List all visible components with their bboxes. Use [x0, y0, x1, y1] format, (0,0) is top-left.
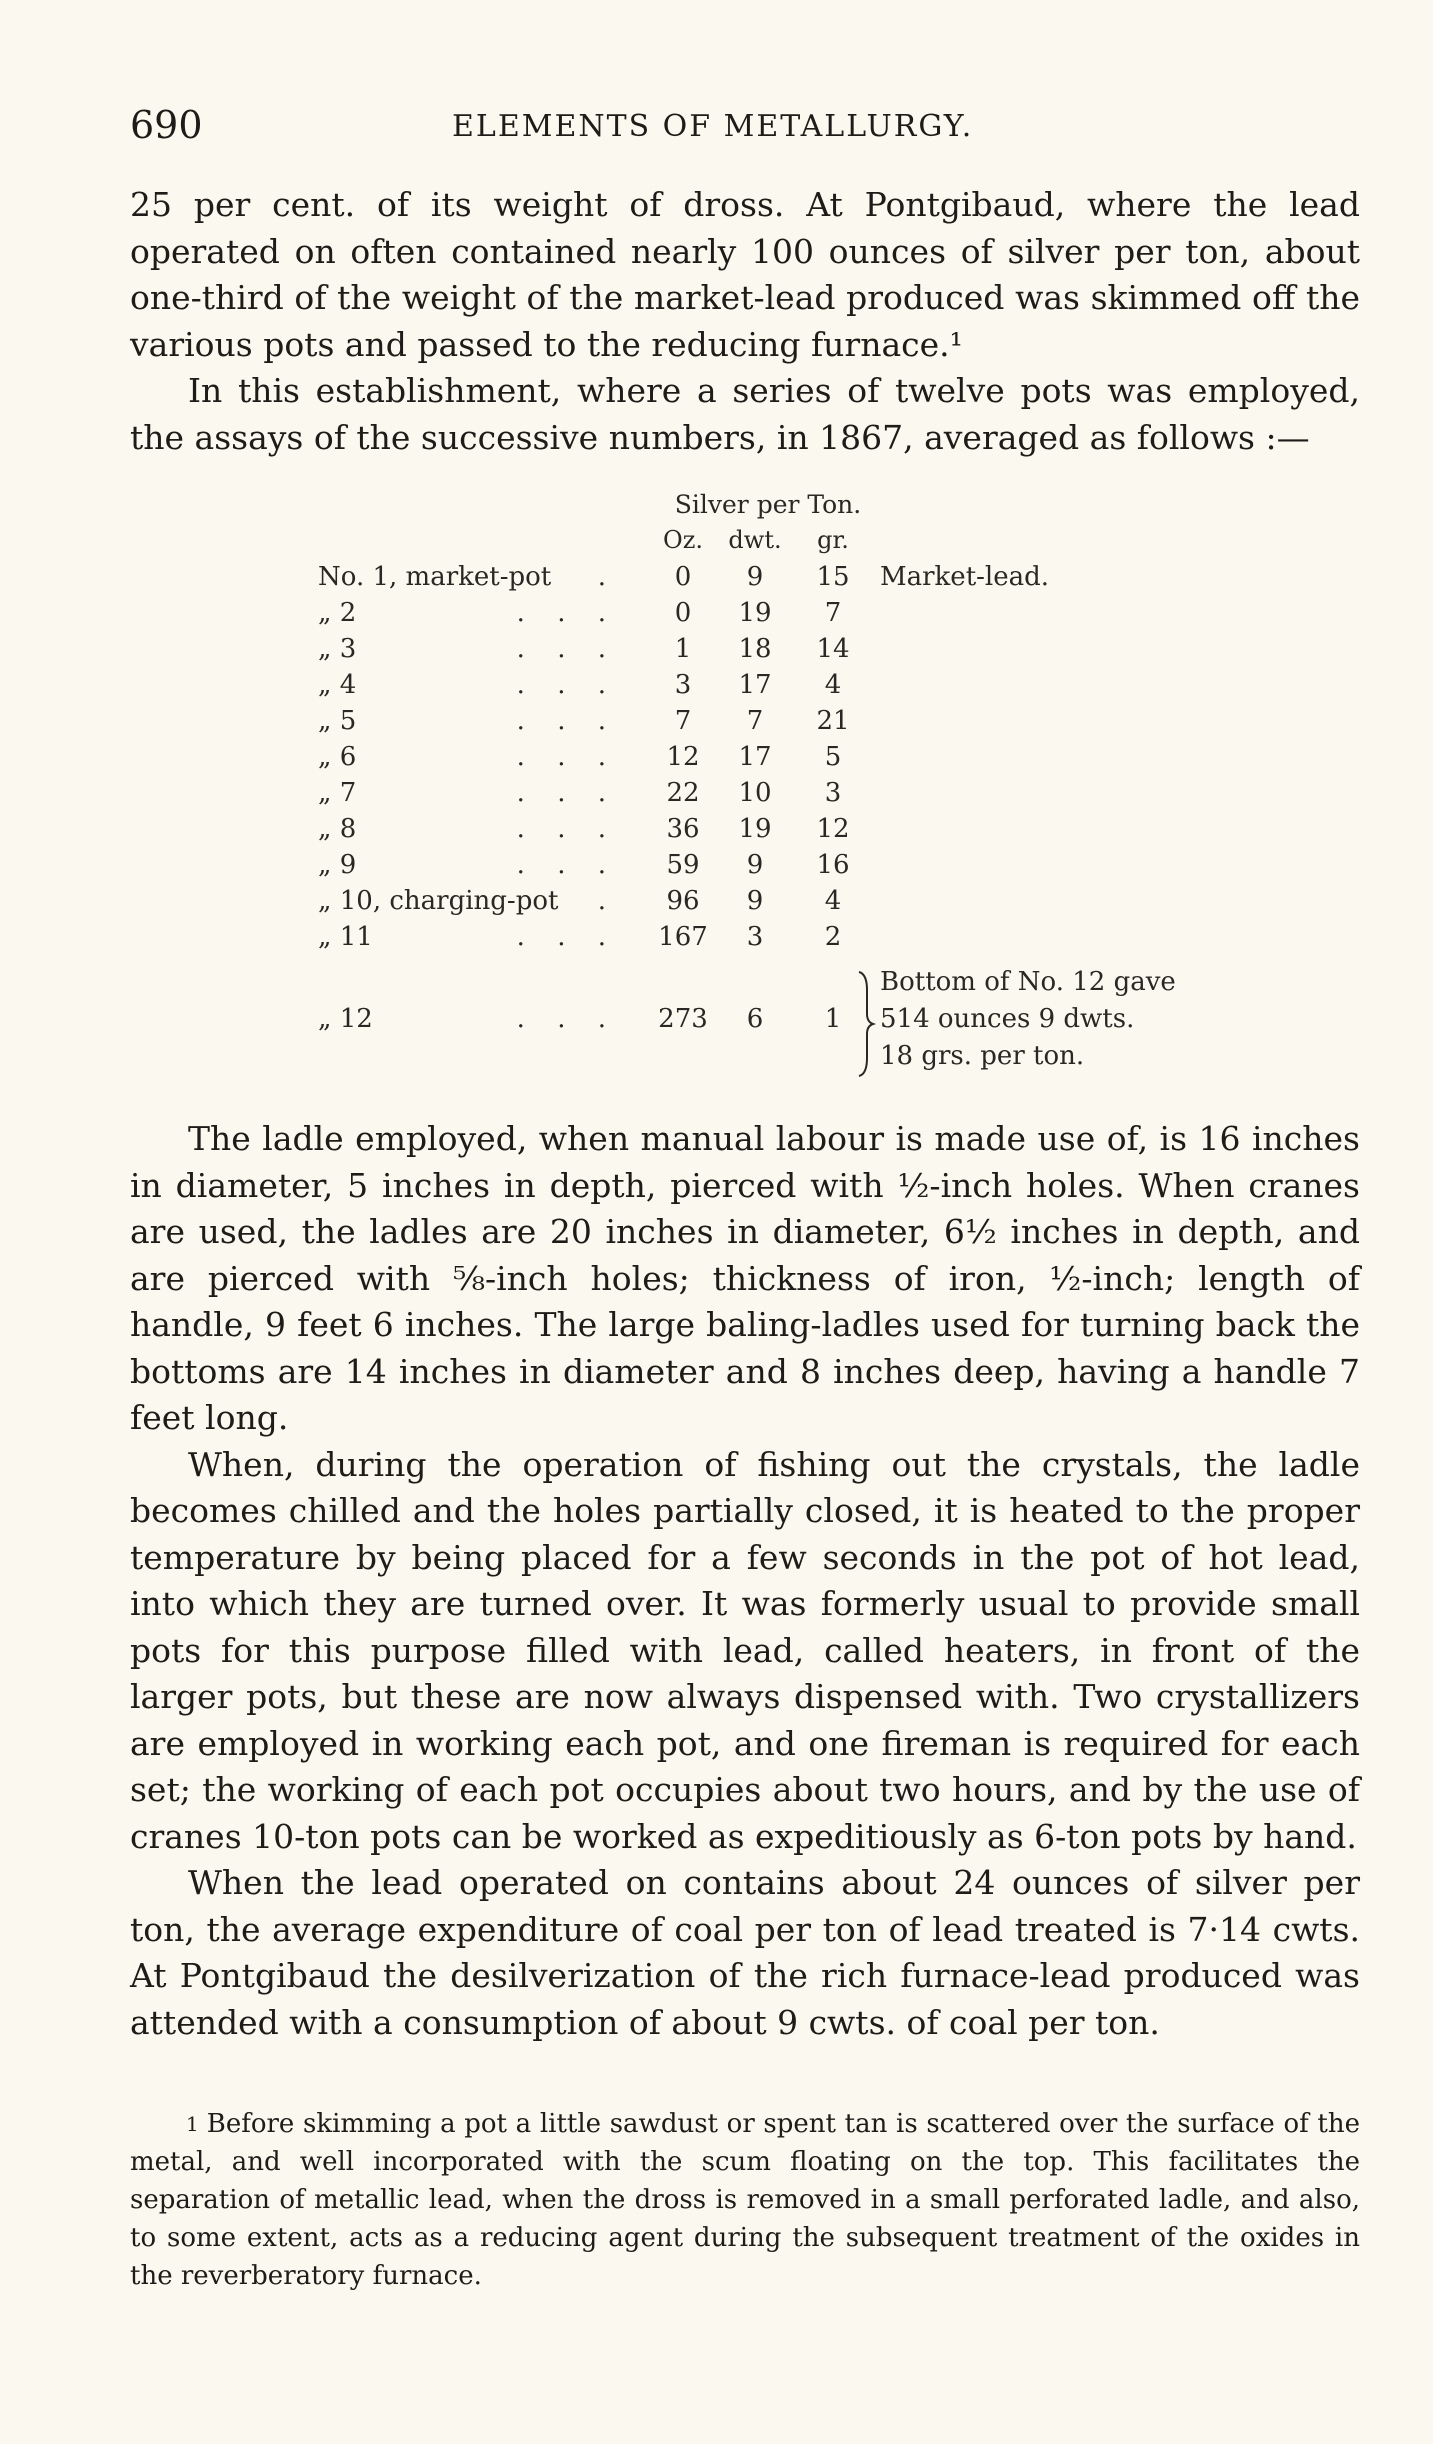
- page-number: 690: [130, 103, 203, 147]
- footnote-text: Before skimming a pot a little sawdust or spent tan is scattered over the surface of the metal, and well incorporated with the scum floating on the top. This facilitates the separation of metallic lead, when the dross is removed in a small perforated ladle, and also, to some extent, acts as a reducing agent during the subsequent treatment of the oxides in the reverberatory furnace.: [130, 2109, 1360, 2291]
- dwt-value: 7: [746, 706, 764, 736]
- unit-gr-header: gr.: [817, 526, 849, 554]
- row-label: „ 6: [318, 742, 357, 772]
- bottom-note-line: 514 ounces 9 dwts.: [880, 1004, 1135, 1034]
- gr-value: 15: [816, 562, 850, 592]
- intro-text: [130, 182, 1360, 461]
- dwt-value: 3: [746, 922, 764, 952]
- table-row: [318, 778, 1318, 814]
- paragraph-ladle: The ladle employed, when manual labour is made use of, is 16 inches in diameter, 5 inches in depth, pierced with ½-inch holes. When cranes are used, the ladles are 20 inches in diameter, 6½ inches in depth, and are pierced with ⅝-inch holes; thickness of iron, ½-inch; length of handle, 9 feet 6 inches. The large baling-ladles used for turning back the bottoms are 14 inches in diameter and 8 inches deep, having a handle 7 feet long.: [130, 1119, 1360, 1437]
- assay-table: [318, 490, 1318, 1090]
- oz-value: 273: [658, 1004, 708, 1034]
- gr-value: 2: [824, 922, 842, 952]
- row-remark: Market-lead.: [880, 562, 1050, 592]
- oz-value: 36: [666, 814, 700, 844]
- gr-value: 5: [824, 742, 842, 772]
- row-label: „ 12: [318, 1004, 373, 1034]
- dwt-value: 18: [738, 634, 772, 664]
- dwt-value: 10: [738, 778, 772, 808]
- dwt-value: 19: [738, 814, 772, 844]
- table-row-note-1: [318, 967, 1318, 1003]
- dwt-value: 6: [746, 1004, 764, 1034]
- oz-value: 167: [658, 922, 708, 952]
- leader-dots: . . .: [516, 778, 618, 808]
- oz-value: 22: [666, 778, 700, 808]
- gr-value: 1: [824, 1004, 842, 1034]
- curly-brace-icon: [853, 970, 877, 1078]
- table-row: [318, 634, 1318, 670]
- table-row: [318, 886, 1318, 922]
- row-label: „ 11: [318, 922, 373, 952]
- table-row: [318, 742, 1318, 778]
- row-label: „ 2: [318, 598, 357, 628]
- oz-value: 3: [674, 670, 692, 700]
- gr-value: 4: [824, 670, 842, 700]
- table-row: [318, 598, 1318, 634]
- dwt-value: 17: [738, 670, 772, 700]
- gr-value: 3: [824, 778, 842, 808]
- table-row: [318, 706, 1318, 742]
- page-header: [130, 103, 1360, 163]
- leader-dots: . . .: [516, 850, 618, 880]
- bottom-note-line: Bottom of No. 12 gave: [880, 967, 1176, 997]
- oz-value: 59: [666, 850, 700, 880]
- dwt-value: 19: [738, 598, 772, 628]
- oz-value: 0: [674, 562, 692, 592]
- paragraph-dross: 25 per cent. of its weight of dross. At Pontgibaud, where the lead operated on often contained nearly 100 ounces of silver per ton, about one-third of the weight of the market-lead produced was skimmed off the various pots and passed to the reducing furnace.¹: [130, 185, 1360, 364]
- dwt-value: 9: [746, 562, 764, 592]
- gr-value: 16: [816, 850, 850, 880]
- oz-value: 7: [674, 706, 692, 736]
- dwt-value: 9: [746, 850, 764, 880]
- table-row: [318, 922, 1318, 958]
- table-row: [318, 670, 1318, 706]
- dwt-value: 9: [746, 886, 764, 916]
- paragraph-fishing: When, during the operation of fishing out the crystals, the ladle becomes chilled and the holes partially closed, it is heated to the proper temperature by being placed for a few seconds in the pot of hot lead, into which they are turned over. It was formerly usual to provide small pots for this purpose filled with lead, called heaters, in front of the larger pots, but these are now always dispensed with. Two crystallizers are employed in working each pot, and one fireman is required for each set; the working of each pot occupies about two hours, and by the use of cranes 10-ton pots can be worked as expeditiously as 6-ton pots by hand.: [130, 1444, 1360, 1856]
- bottom-note-line: 18 grs. per ton.: [880, 1041, 1085, 1071]
- gr-value: 12: [816, 814, 850, 844]
- gr-value: 21: [816, 706, 850, 736]
- row-label: „ 7: [318, 778, 357, 808]
- footnote-mark: 1: [186, 2112, 199, 2136]
- running-title: ELEMENTS OF METALLURGY.: [452, 109, 974, 144]
- unit-dwt-header: dwt.: [728, 526, 782, 554]
- oz-value: 1: [674, 634, 692, 664]
- gr-value: 4: [824, 886, 842, 916]
- table-row: [318, 1004, 1318, 1040]
- paragraph-assays-intro: In this establishment, where a series of twelve pots was employed, the assays of the successive numbers, in 1867, averaged as follows :—: [130, 371, 1360, 457]
- row-label: „ 5: [318, 706, 357, 736]
- leader-dots: . . .: [516, 634, 618, 664]
- leader-dots: .: [597, 562, 618, 592]
- unit-oz-header: Oz.: [663, 526, 703, 554]
- leader-dots: . . .: [516, 706, 618, 736]
- leader-dots: .: [597, 886, 618, 916]
- row-label: „ 9: [318, 850, 357, 880]
- row-label: „ 8: [318, 814, 357, 844]
- leader-dots: . . .: [516, 922, 618, 952]
- table-row: [318, 562, 1318, 598]
- gr-value: 14: [816, 634, 850, 664]
- row-label: „ 10, charging-pot: [318, 886, 559, 916]
- dwt-value: 17: [738, 742, 772, 772]
- leader-dots: . . .: [516, 1004, 618, 1034]
- gr-value: 7: [824, 598, 842, 628]
- silver-per-ton-header: Silver per Ton.: [674, 490, 862, 519]
- oz-value: 0: [674, 598, 692, 628]
- oz-value: 12: [666, 742, 700, 772]
- table-row: [318, 814, 1318, 850]
- leader-dots: . . .: [516, 598, 618, 628]
- leader-dots: . . .: [516, 742, 618, 772]
- footnote: [130, 2105, 1360, 2295]
- main-text: [130, 1116, 1360, 2046]
- row-label: „ 3: [318, 634, 357, 664]
- leader-dots: . . .: [516, 814, 618, 844]
- row-label: No. 1, market-pot: [318, 562, 552, 592]
- table-row-note-3: [318, 1041, 1318, 1077]
- oz-value: 96: [666, 886, 700, 916]
- row-label: „ 4: [318, 670, 357, 700]
- paragraph-coal: When the lead operated on contains about 24 ounces of silver per ton, the average expenditure of coal per ton of lead treated is 7·14 cwts. At Pontgibaud the desilverization of the rich furnace-lead produced was attended with a consumption of about 9 cwts. of coal per ton.: [130, 1863, 1360, 2042]
- table-row: [318, 850, 1318, 886]
- leader-dots: . . .: [516, 670, 618, 700]
